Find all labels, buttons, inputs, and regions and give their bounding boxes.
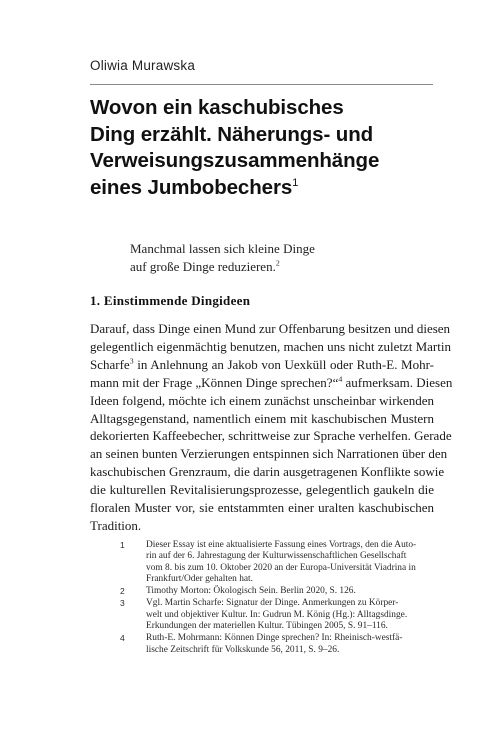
title-line: Wovon ein kaschubisches [90,96,344,119]
epigraph-line: auf große Dinge reduzieren.$^2$ [130,258,280,274]
author-name: Oliwia Murawska [90,58,196,73]
body-line: dekorierten Kaffeebecher, schrittweise zur Sprache verhelfen. Gerade [90,428,452,444]
footnote-line: Timothy Morton: Ökologisch Sein. Berlin 2020, S. 126. [146,586,356,597]
footnote-line: Ruth-E. Mohrmann: Können Dinge sprechen? In: Rheinisch-westfä- [146,633,403,644]
title-line: Verweisungszusammenhänge [90,149,380,172]
header-rule [90,84,433,85]
footnote-number: 2 [120,586,125,597]
footnote-text [146,540,436,585]
article-title [90,95,440,201]
footnote-ref-4[interactable]: 4 [338,374,343,384]
footnote-line: rin auf der 6. Jahrestagung der Kulturwissenschaftlichen Gesellschaft [146,551,407,562]
footnote-line: Frankfurt/Oder gehalten hat. [146,573,253,584]
body-line: floralen Muster vor, sie entstammten einer uralten kaschubischen [90,500,434,516]
footnote-line: vom 8. bis zum 10. Oktober 2020 an der Europa-Universität Viadrina in [146,562,416,573]
epigraph-line: Manchmal lassen sich kleine Dinge [130,241,315,256]
body-line: an seinen bunten Verzierungen entspinnen sich Narrationen über den [90,446,448,462]
epigraph-footnote-ref[interactable]: 2 [275,258,280,268]
footnote-text [146,633,436,656]
footnote-3 [120,598,436,632]
title-footnote-ref[interactable]: 1 [292,176,299,189]
body-line: mann mit der Frage „Können Dinge sprechen?“$^4$ aufmerksam. Diesen [90,374,453,390]
footnote-number: 1 [120,540,125,550]
footnote-1 [120,540,436,585]
body-line: Tradition. [90,517,142,533]
body-paragraph [90,320,453,535]
body-line: kaschubischen Grenzraum, die darin ausgetragenen Konflikte sowie [90,464,445,480]
footnote-line: Dieser Essay ist eine aktualisierte Fassung eines Vortrags, den die Auto- [146,540,417,550]
footnote-line: welt und objektiver Kultur. In: Gudrun M. König (Hg.): Alltagsdinge. [146,609,408,620]
footnote-4 [120,633,436,656]
body-line: Darauf, dass Dinge einen Mund zur Offenbarung besitzen und diesen [90,321,451,336]
body-line: die kulturellen Revitalisierungsprozesse, gelegentlich gaukeln die [90,482,434,498]
body-line: Ideen folgend, möchte ich einem zunächst unscheinbar wirkenden [90,392,434,408]
footnote-line: Vgl. Martin Scharfe: Signatur der Dinge. Anmerkungen zu Körper- [146,598,399,609]
footnote-ref-3[interactable]: 3 [129,356,134,366]
footnote-number: 4 [120,633,125,644]
body-line: gelegentlich eigenmächtig benutzen, machen uns nicht zuletzt Martin [90,338,451,354]
epigraph [130,240,315,275]
footnote-line: Erkundungen der materiellen Kultur. Tübingen 2005, S. 91–116. [146,621,388,632]
body-line: Scharfe$^3$ in Anlehnung an Jakob von Uexküll oder Ruth-E. Mohr- [90,356,435,372]
footnotes [120,540,436,657]
title-line: Ding erzählt. Näherungs- und [90,122,374,146]
footnote-line: lische Zeitschrift für Volkskunde 56, 2011, S. 9–26. [146,644,340,655]
footnote-number: 3 [120,598,125,609]
footnote-text [146,586,436,597]
title-line: eines Jumbobechers$^1$ [90,175,299,199]
footnote-2 [120,586,436,597]
body-line: Alltagsgegenstand, namentlich einem mit kaschubischen Mustern [90,410,434,426]
section-heading: 1. Einstimmende Dingideen [90,293,251,308]
footnote-text [146,598,436,632]
